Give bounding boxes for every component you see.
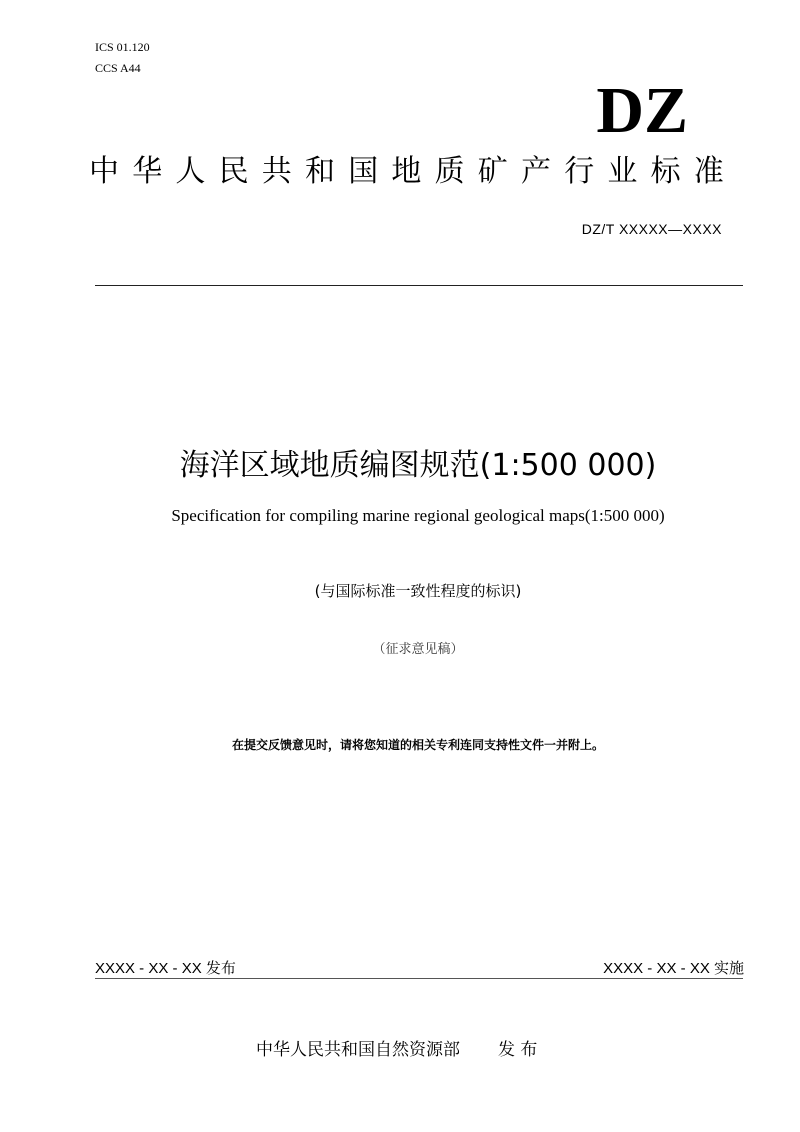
organization-title: 中华人民共和国地质矿产行业标准	[89, 154, 737, 189]
issuer-line	[256, 1035, 537, 1060]
consistency-identifier: (与国际标准一致性程度的标识)	[314, 582, 522, 600]
feedback-note: 在提交反馈意见时，请将您知道的相关专利连同支持性文件一并附上。	[231, 738, 604, 752]
implement-date: XXXX - XX - XX 实施	[603, 960, 744, 977]
standard-code: DZ/T XXXXX—XXXX	[581, 221, 722, 237]
dz-logo: DZ	[596, 74, 688, 147]
ics-code: ICS 01.120	[95, 40, 150, 54]
header-divider	[95, 285, 743, 286]
document-title-english: Specification for compiling marine regional geological maps(1:500 000)	[171, 506, 665, 525]
draft-status: （征求意见稿）	[372, 641, 464, 656]
document-title: 海洋区域地质编图规范(1:500 000)	[179, 448, 657, 483]
publish-date: XXXX - XX - XX 发布	[95, 960, 236, 977]
footer-divider	[95, 978, 743, 979]
ccs-code: CCS A44	[95, 61, 141, 75]
issuer-name: 中华人民共和国自然资源部	[256, 1040, 460, 1060]
issue-label: 发 布	[498, 1040, 538, 1060]
